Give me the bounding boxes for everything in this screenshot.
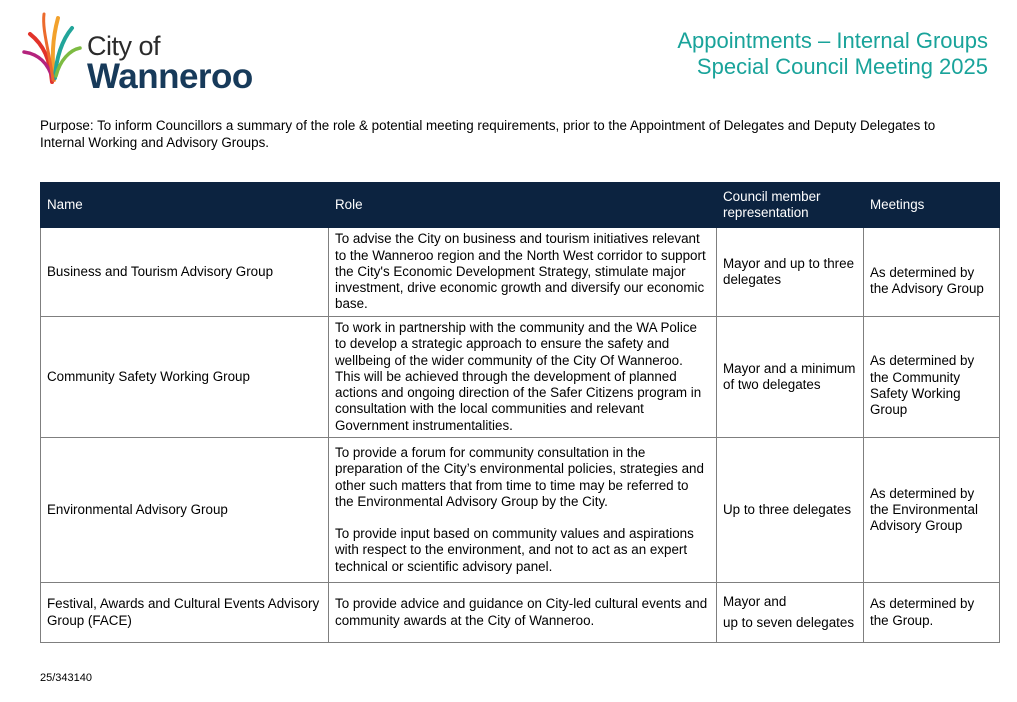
row-meetings: As determined by the Environmental Advisory Group: [864, 438, 1000, 583]
table-row: [41, 228, 1000, 317]
document-reference: 25/343140: [40, 672, 92, 684]
header-meetings: Meetings: [864, 183, 1000, 228]
table-row: [41, 438, 1000, 583]
header-name: Name: [41, 183, 329, 228]
document-title: [677, 28, 988, 80]
row-role: To work in partnership with the community and the WA Police to develop a strategic approach to ensure the safety and wellbeing of the wider community of the City Of Wanneroo. This will be achieved through the development of planned actions and ongoing direction of the Safer Citizens program in consultation with the local communities and relevant Government instrumentalities.: [329, 317, 717, 438]
row-meetings: As determined by the Advisory Group: [864, 228, 1000, 317]
logo-leaf-icon: [22, 10, 82, 85]
row-meetings: As determined by the Group.: [864, 583, 1000, 643]
row-name: Festival, Awards and Cultural Events Advisory Group (FACE): [41, 583, 329, 643]
row-representation-line1: Mayor and: [723, 594, 787, 610]
groups-table: [40, 182, 1000, 643]
row-name: Community Safety Working Group: [41, 317, 329, 438]
purpose-paragraph: Purpose: To inform Councillors a summary of the role & potential meeting requirements, prior to the Appointment of Delegates and Deputy Delegates to Internal Working and Advisory Groups.: [40, 118, 936, 150]
row-representation: Mayor and a minimum of two delegates: [717, 317, 864, 438]
document-title-line1: Appointments – Internal Groups: [677, 28, 988, 53]
table-row: [41, 583, 1000, 643]
row-meetings: As determined by the Community Safety Working Group: [864, 317, 1000, 438]
row-role: To provide advice and guidance on City-led cultural events and community awards at the City of Wanneroo.: [329, 583, 717, 643]
row-name: Environmental Advisory Group: [41, 438, 329, 583]
row-representation: Up to three delegates: [717, 438, 864, 583]
row-representation: [717, 583, 864, 643]
row-role-paragraph-2: To provide input based on community values and aspirations with respect to the environment, and not to act as an expert technical or scientific advisory panel.: [335, 526, 694, 574]
header-role: Role: [329, 183, 717, 228]
row-name: Business and Tourism Advisory Group: [41, 228, 329, 317]
city-of-wanneroo-logo: [22, 10, 253, 96]
table-header-row: [41, 183, 1000, 228]
table-row: [41, 317, 1000, 438]
header-representation: Council member representation: [717, 183, 864, 228]
logo-text-city-of: City of: [87, 31, 161, 61]
logo-text-wanneroo: Wanneroo: [87, 57, 253, 96]
row-representation: Mayor and up to three delegates: [717, 228, 864, 317]
row-representation-line2: up to seven delegates: [723, 614, 855, 630]
row-role-paragraph-1: To provide a forum for community consultation in the preparation of the City’s environmental policies, strategies and other such matters that from time to time may be referred to the Environmental Advisory Group by the City.: [335, 444, 704, 509]
row-role: To advise the City on business and tourism initiatives relevant to the Wanneroo region and the North West corridor to support the City's Economic Development Strategy, stimulate major investment, drive economic growth and diversify our economic base.: [329, 228, 717, 317]
document-title-line2: Special Council Meeting 2025: [696, 54, 988, 79]
row-role: [329, 438, 717, 583]
